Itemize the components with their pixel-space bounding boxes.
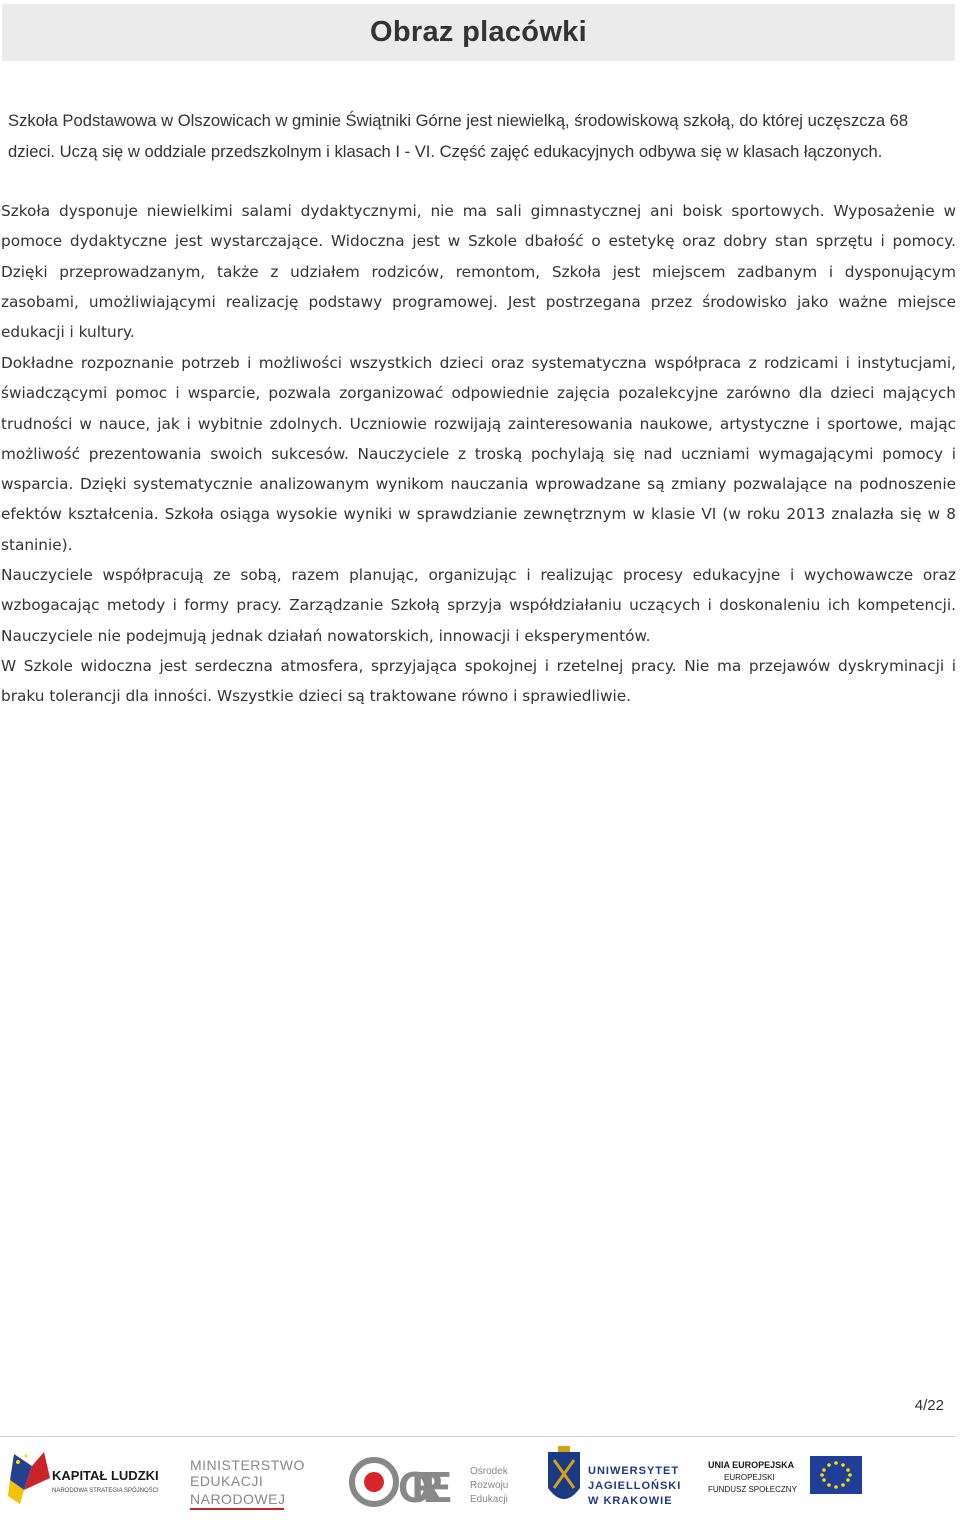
uj-crest-icon <box>548 1446 580 1499</box>
kapital-ludzki-star-icon <box>8 1452 50 1504</box>
kapital-ludzki-logo <box>6 1444 171 1520</box>
ue-line1: UNIA EUROPEJSKA <box>708 1460 795 1470</box>
page-number: 4/22 <box>914 1397 944 1414</box>
ore-line3: Edukacji <box>470 1494 508 1505</box>
uj-line2: JAGIELLOŃSKI <box>588 1480 682 1492</box>
title-band <box>2 4 955 61</box>
intro-paragraph: Szkoła Podstawowa w Olszowicach w gminie Świątniki Górne jest niewielką, środowiskową szkołą, do której uczęszcza 68 dzieci. Uczą się w oddziale przedszkolnym i klasach I - VI. Część zajęć edukacyjnych odbywa się w klasach łączonych. <box>8 111 909 161</box>
ore-mark: ORE <box>398 1463 452 1512</box>
men-line3: NARODOWEJ <box>190 1491 286 1507</box>
men-line2: EDUKACJI <box>190 1473 264 1489</box>
page-title: Obraz placówki <box>370 16 587 48</box>
men-underline-icon <box>190 1508 284 1510</box>
uj-line3: W KRAKOWIE <box>588 1495 673 1507</box>
ore-line2: Rozwoju <box>470 1480 509 1491</box>
body-paragraph-4: W Szkole widoczna jest serdeczna atmosfera, sprzyjająca spokojnej i rzetelnej pracy. Nie ma przejawów dyskryminacji i braku tolerancji dla inności. Wszystkie dzieci są traktowane równo i sprawiedliwie. <box>1 657 956 706</box>
uj-logo <box>544 1444 684 1520</box>
kapital-ludzki-name: KAPITAŁ LUDZKI <box>52 1468 159 1483</box>
men-logo <box>188 1444 316 1520</box>
ore-line1: Ośrodek <box>470 1466 508 1477</box>
eu-logo <box>706 1444 866 1520</box>
ore-circle-icon <box>352 1460 396 1504</box>
ore-logo <box>346 1444 521 1520</box>
body-paragraph-2: Dokładne rozpoznanie potrzeb i możliwości wszystkich dzieci oraz systematyczna współpraca z rodzicami i instytucjami, świadczącymi pomoc i wsparcie, pozwala zorganizować odpowiednie zajęcia pozalekcyjne zarówno dla dzieci mających trudności w nauce, jak i wybitnie zdolnych. Uczniowie rozwijają zainteresowania naukowe, artystyczne i sportowe, mając możliwość prezentowania swoich sukcesów. Nauczyciele z troską pochylają się nad uczniami wymagającymi pomocy i wsparcia. Dzięki systematycznie analizowanym wynikom nauczania wprowadzane są zmiany pozwalające na podnoszenie efektów kształcenia. Szkoła osiąga wysokie wyniki w sprawdzianie zewnętrznym w klasie VI (w roku 2013 znalazła się w 8 staninie). <box>1 354 956 554</box>
uj-line1: UNIWERSYTET <box>588 1465 680 1477</box>
men-line1: MINISTERSTWO <box>190 1457 305 1473</box>
body-paragraph-3: Nauczyciele współpracują ze sobą, razem planując, organizując i realizując procesy edukacyjne i wychowawcze oraz wzbogacając metody i formy pracy. Zarządzanie Szkołą sprzyja współdziałaniu uczących i doskonaleniu ich kompetencji. Nauczyciele nie podejmują jednak działań nowatorskich, innowacji i eksperymentów. <box>1 566 956 645</box>
footer-divider <box>0 1436 956 1437</box>
eu-flag-icon <box>810 1456 862 1494</box>
kapital-ludzki-subtitle: NARODOWA STRATEGIA SPÓJNOŚCI <box>52 1488 159 1494</box>
body-paragraph-1: Szkoła dysponuje niewielkimi salami dydaktycznymi, nie ma sali gimnastycznej ani boisk sportowych. Wyposażenie w pomoce dydaktyczne jest wystarczające. Widoczna jest w Szkole dbałość o estetykę oraz dobry stan sprzętu i pomocy. Dzięki przeprowadzanym, także z udziałem rodziców, remontom, Szkoła jest miejscem zadbanym i dysponującym zasobami, umożliwiającymi realizację podstawy programowej. Jest postrzegana przez środowisko jako ważne miejsce edukacji i kultury. <box>1 202 956 342</box>
ue-line2: EUROPEJSKI <box>724 1473 775 1482</box>
ue-line3: FUNDUSZ SPOŁECZNY <box>708 1485 797 1494</box>
